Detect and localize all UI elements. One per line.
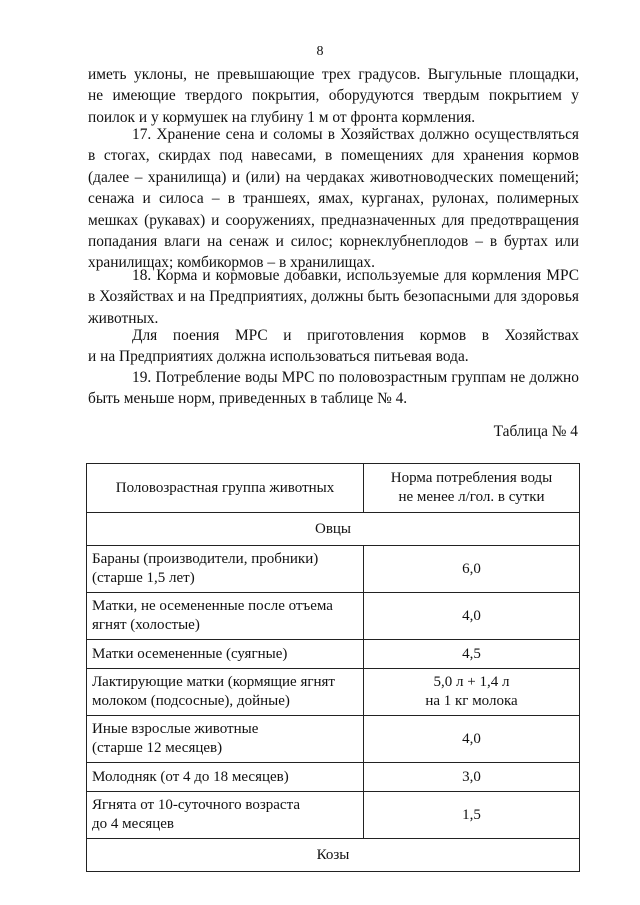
table-row [87, 546, 580, 593]
table-caption: Таблица № 4 [493, 423, 578, 440]
norm-cell [364, 640, 580, 669]
cell-line: на 1 кг молока [425, 693, 518, 709]
cell-line: 4,5 [462, 645, 481, 662]
text-line: поилок и у кормушек на глубину 1 м от фронта кормления. [88, 108, 476, 126]
text-line: попадания влаги на сенаж и силос; корнеклубнеплодов – в буртах или [88, 233, 579, 251]
animal-group-cell [87, 716, 364, 763]
cell-line: 3,0 [462, 768, 481, 785]
header-norm-line: Норма потребления воды [390, 470, 553, 486]
text-line: 19. Потребление воды МРС по половозрастным группам не должно [132, 369, 579, 386]
animal-group-cell [87, 669, 364, 716]
cell-line: 4,0 [462, 607, 481, 624]
table-row [87, 763, 580, 792]
cell-line: Матки, не осемененные после отъема [92, 598, 333, 614]
cell-line: 4,0 [462, 730, 481, 747]
cell-line: Матки осемененные (суягные) [92, 645, 288, 662]
water-norms-table [86, 463, 580, 872]
cell-line: Ягнята от 10-суточного возраста [92, 797, 300, 813]
group-label-goats: Козы [87, 839, 580, 872]
norm-cell [364, 593, 580, 640]
text-line: сенажа и силоса – в траншеях, ямах, курганах, рулонах, полимерных [88, 190, 579, 208]
table-header-row [87, 464, 580, 513]
group-row-goats [87, 839, 580, 872]
cell-line: Иные взрослые животные [92, 721, 259, 737]
norm-cell [364, 546, 580, 593]
cell-line: 6,0 [462, 560, 481, 577]
text-line: мешках (рукавах) и сооружениях, предназначенных для предотвращения [88, 211, 579, 229]
paragraph-19 [88, 367, 579, 410]
animal-group-cell [87, 640, 364, 669]
animal-group-cell [87, 593, 364, 640]
cell-line: Молодняк (от 4 до 18 месяцев) [92, 768, 289, 785]
header-norm-line: не менее л/гол. в сутки [398, 489, 545, 505]
cell-line: 1,5 [462, 806, 481, 823]
cell-line: до 4 месяцев [92, 816, 174, 832]
table-row [87, 792, 580, 839]
text-line: 17. Хранение сена и соломы в Хозяйствах должно осуществляться [132, 126, 579, 143]
cell-line: ягнят (холостые) [92, 617, 200, 633]
norm-cell [364, 669, 580, 716]
paragraph-17 [88, 124, 579, 274]
cell-line: (старше 12 месяцев) [92, 740, 223, 756]
norm-cell [364, 716, 580, 763]
paragraph-water [88, 325, 579, 368]
cell-line: Бараны (производители, пробники) [92, 551, 319, 567]
group-label-sheep: Овцы [87, 513, 580, 546]
cell-line: 5,0 л + 1,4 л [433, 674, 510, 690]
text-line: и на Предприятиях должна использоваться питьевая вода. [88, 348, 469, 366]
norm-cell [364, 763, 580, 792]
group-row-sheep [87, 513, 580, 546]
text-line: 18. Корма и кормовые добавки, используемые для кормления МРС [132, 267, 579, 284]
text-line: в стогах, скирдах под навесами, в помещениях для хранения кормов [88, 147, 579, 165]
header-group-cell: Половозрастная группа животных [87, 464, 364, 513]
text-line: хранилищах; комбикормов – в хранилищах. [88, 254, 375, 272]
header-norm-cell [364, 464, 580, 513]
text-line: не имеющие твердого покрытия, оборудуются твердым покрытием у [88, 87, 579, 105]
table-row [87, 640, 580, 669]
table-row [87, 716, 580, 763]
text-line: иметь уклоны, не превышающие трех градусов. Выгульные площадки, [88, 66, 579, 83]
text-line: животных. [88, 309, 159, 327]
norm-cell [364, 792, 580, 839]
table-row [87, 593, 580, 640]
animal-group-cell [87, 792, 364, 839]
page-number: 8 [316, 44, 324, 59]
cell-line: молоком (подсосные), дойные) [92, 693, 290, 709]
paragraph-18 [88, 265, 579, 329]
text-line: быть меньше норм, приведенных в таблице № 4. [88, 390, 408, 408]
paragraph-continuation [88, 64, 579, 128]
text-line: в Хозяйствах и на Предприятиях, должны быть безопасными для здоровья [88, 288, 579, 306]
animal-group-cell [87, 546, 364, 593]
animal-group-cell [87, 763, 364, 792]
text-line: Для поения МРС и приготовления кормов в Хозяйствах [132, 327, 579, 344]
text-line: (далее – хранилища) и (или) на чердаках животноводческих помещений; [88, 168, 579, 186]
cell-line: (старше 1,5 лет) [92, 570, 195, 586]
table-row [87, 669, 580, 716]
cell-line: Лактирующие матки (кормящие ягнят [92, 674, 335, 690]
